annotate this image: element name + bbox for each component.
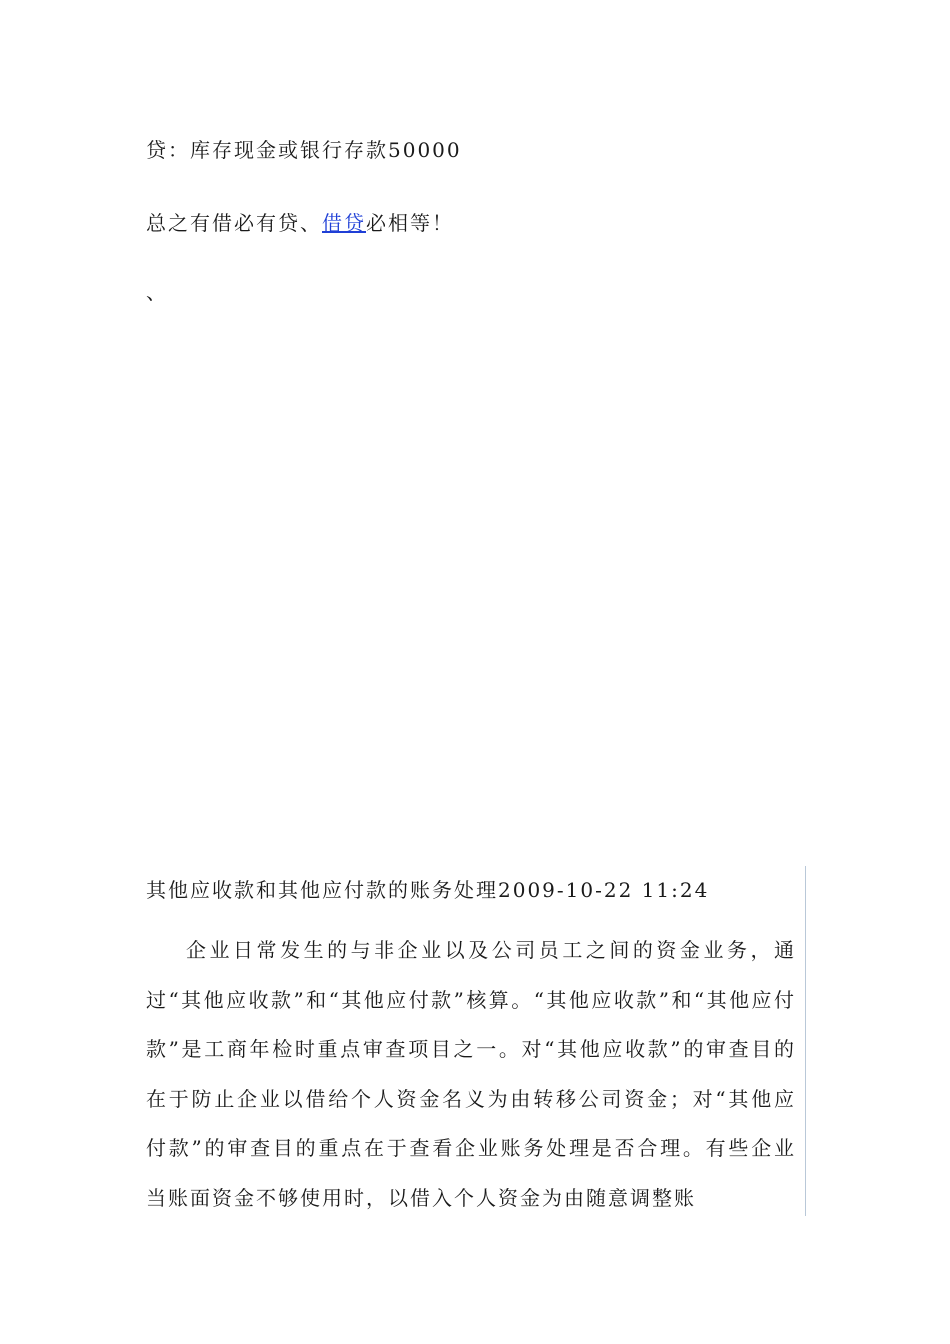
- summary-text-after: 必相等！: [366, 211, 454, 235]
- summary-line: [146, 213, 454, 233]
- side-divider: [805, 866, 806, 1216]
- article-body: 企业日常发生的与非企业以及公司员工之间的资金业务，通过“其他应收款”和“其他应付款”核算。“其他应收款”和“其他应付款”是工商年检时重点审查项目之一。对“其他应收款”的审查目的在于防止企业以借给个人资金名义为由转移公司资金；对“其他应付款”的审查目的重点在于查看企业账务处理是否合理。有些企业当账面资金不够使用时，以借入个人资金为由随意调整账: [146, 938, 796, 1210]
- article-title-line: 其他应收款和其他应付款的账务处理2009-10-22 11:24: [146, 878, 710, 902]
- summary-text-before: 总之有借必有贷、: [146, 211, 322, 235]
- stray-mark: 、: [146, 280, 168, 304]
- credit-line: 贷：库存现金或银行存款50000: [146, 138, 462, 162]
- link-jiedai[interactable]: 借贷: [322, 211, 366, 235]
